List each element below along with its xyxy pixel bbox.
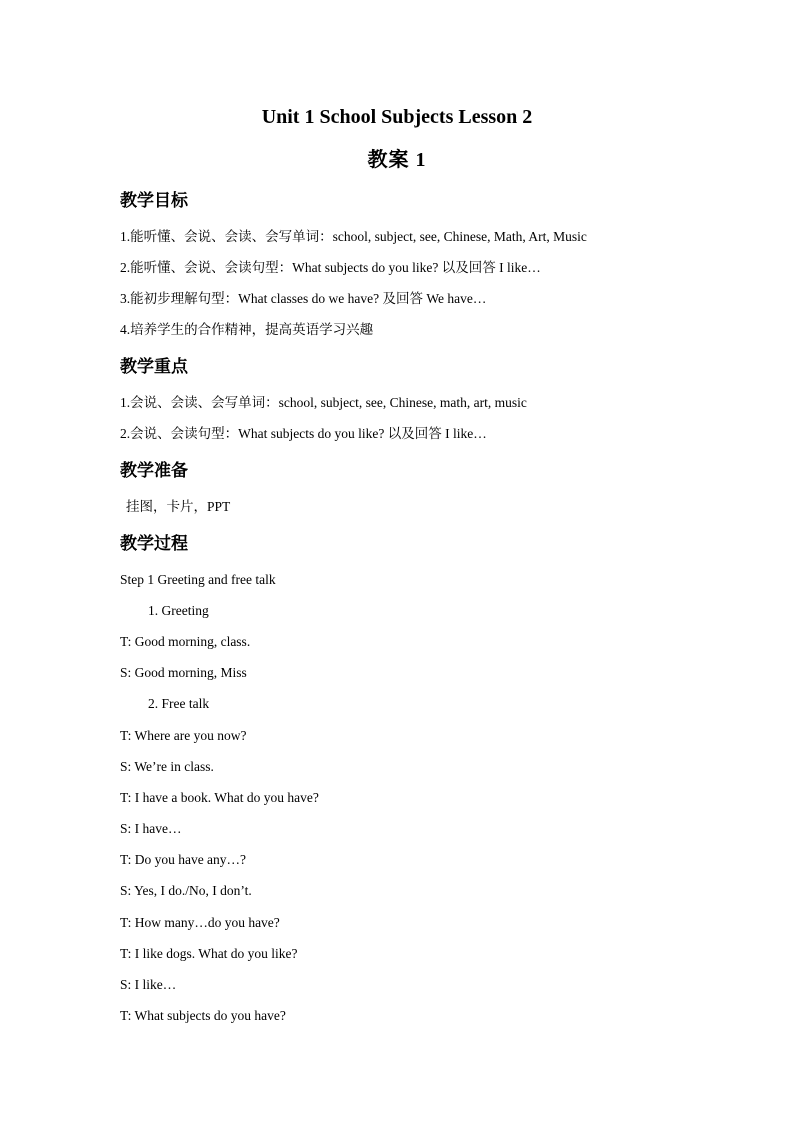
procedure-dialogue-line: T: I have a book. What do you have?: [120, 790, 319, 805]
key-point-line-1: 1.会说、会读、会写单词：school, subject, see, Chinese, math, art, music: [120, 395, 527, 410]
procedure-dialogue-line: S: We’re in class.: [120, 759, 214, 774]
objective-line-2: 2.能听懂、会说、会读句型：What subjects do you like? 以及回答 I like…: [120, 260, 541, 275]
objective-line-1: 1.能听懂、会说、会读、会写单词：school, subject, see, Chinese, Math, Art, Music: [120, 229, 587, 244]
objective-line-3: 3.能初步理解句型：What classes do we have? 及回答 We have…: [120, 291, 487, 306]
document-title: Unit 1 School Subjects Lesson 2: [261, 106, 533, 128]
procedure-substep-greeting: 1. Greeting: [148, 603, 209, 618]
key-point-line-2: 2.会说、会读句型：What subjects do you like? 以及回答 I like…: [120, 426, 487, 441]
objective-line-4: 4.培养学生的合作精神，提高英语学习兴趣: [120, 322, 374, 337]
procedure-dialogue-line: T: Good morning, class.: [120, 634, 251, 649]
preparation-line: 挂图，卡片，PPT: [126, 499, 231, 514]
procedure-dialogue-line: T: Do you have any…?: [120, 852, 247, 867]
document-subtitle: 教案 1: [367, 149, 427, 171]
procedure-dialogue-line: T: How many…do you have?: [120, 915, 280, 930]
procedure-step-heading: Step 1 Greeting and free talk: [120, 572, 276, 587]
procedure-dialogue-line: T: Where are you now?: [120, 728, 247, 743]
procedure-dialogue-line: T: What subjects do you have?: [120, 1008, 286, 1023]
procedure-dialogue-line: S: I have…: [120, 821, 182, 836]
procedure-dialogue-line: T: I like dogs. What do you like?: [120, 946, 298, 961]
procedure-dialogue-line: S: Good morning, Miss: [120, 665, 247, 680]
section-heading-preparation: 教学准备: [120, 461, 188, 480]
section-heading-procedure: 教学过程: [120, 534, 188, 553]
section-heading-key-points: 教学重点: [120, 357, 188, 376]
procedure-dialogue-line: S: I like…: [120, 977, 177, 992]
procedure-dialogue-line: S: Yes, I do./No, I don’t.: [120, 883, 252, 898]
procedure-substep-free-talk: 2. Free talk: [148, 696, 210, 711]
section-heading-objectives: 教学目标: [120, 191, 188, 210]
